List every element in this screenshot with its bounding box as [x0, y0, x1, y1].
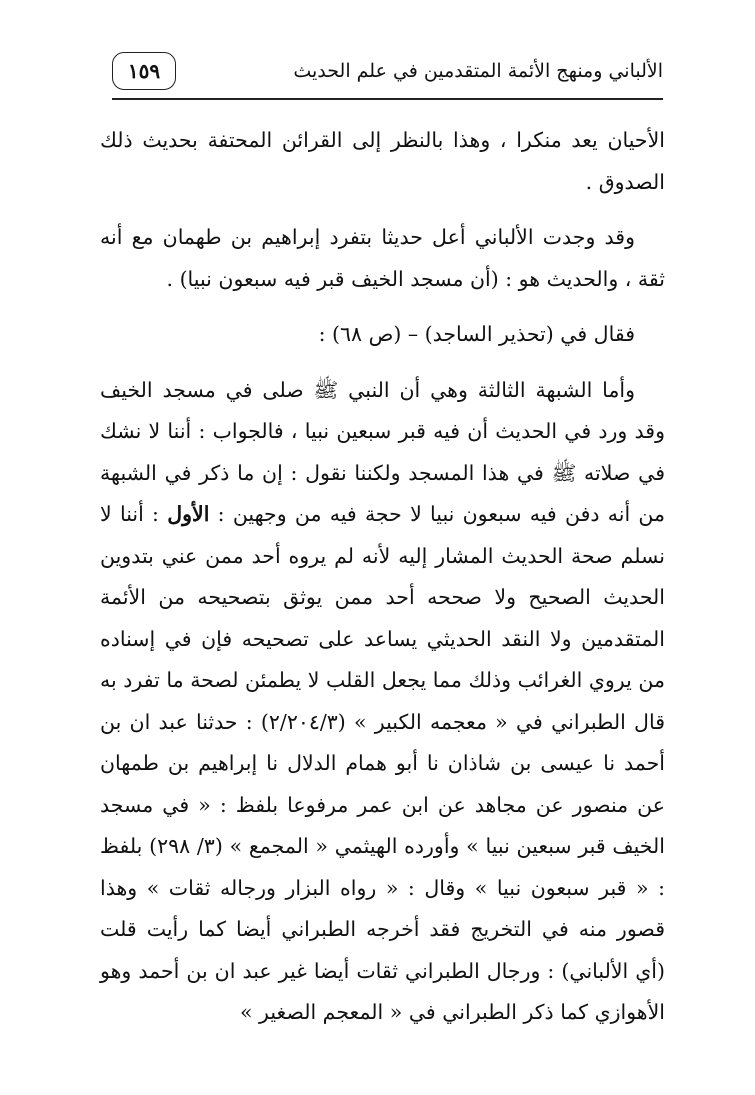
paragraph-1: الأحيان يعد منكرا ، وهذا بالنظر إلى القرائن المحتفة بحديث ذلك الصدوق .: [100, 128, 665, 194]
body-text: [100, 120, 665, 1034]
paragraph-3: فقال في (تحذير الساجد) – (ص ٦٨) :: [318, 322, 635, 346]
quote-first-point-label: الأول: [167, 502, 210, 526]
header-rule: [112, 98, 663, 100]
quote-text-start: وأما الشبهة الثالثة وهي أن النبي ﷺ صلى في مسجد الخيف وقد ورد في الحديث أن فيه قبر سبعين نبيا ، فالجواب : أننا لا نشك في صلاته ﷺ في هذا المسجد ولكننا نقول : إن ما ذكر في الشبهة من أنه دفن فيه سبعون نبيا لا حجة فيه من وجهين :: [100, 377, 665, 526]
page-number: ١٥٩: [127, 59, 161, 83]
quote-text-continued: : أننا لا نسلم صحة الحديث المشار إليه لأنه لم يروه أحد ممن عني بتدوين الحديث الصحيح ولا صححه أحد ممن يوثق بتصحيحه من الأئمة المتقدمين ولا النقد الحديثي يساعد على تصحيحه فإن في إسناده من يروي الغرائب وذلك مما يجعل القلب لا يطمئن لصحة ما تفرد به قال الطبراني في « معجمه الكبير » (٢/٢٠٤/٣) : حدثنا عبد ان بن أحمد نا عيسى بن شاذان نا أبو همام الدلال نا إبراهيم بن طمهان عن منصور عن مجاهد عن ابن عمر مرفوعا بلفظ : « في مسجد الخيف قبر سبعين نبيا » وأورده الهيثمي « المجمع » (٣/ ٢٩٨) بلفظ : « قبر سبعون نبيا » وقال : « رواه البزار ورجاله ثقات » وهذا قصور منه في التخريج فقد أخرجه الطبراني أيضا كما رأيت قلت (أي الألباني) : ورجال الطبراني ثقات أيضا غير عبد ان بن أحمد وهو الأهوازي كما ذكر الطبراني في « المعجم الصغير »: [100, 502, 665, 1024]
running-title: الألباني ومنهج الأئمة المتقدمين في علم الحديث: [293, 60, 663, 82]
page-number-box: [112, 52, 176, 90]
paragraph-4: [100, 370, 665, 1034]
running-header: [112, 50, 663, 100]
paragraph-2: وقد وجدت الألباني أعل حديثا بتفرد إبراهيم بن طهمان مع أنه ثقة ، والحديث هو : (أن مسجد الخيف قبر فيه سبعون نبيا) .: [100, 225, 665, 291]
